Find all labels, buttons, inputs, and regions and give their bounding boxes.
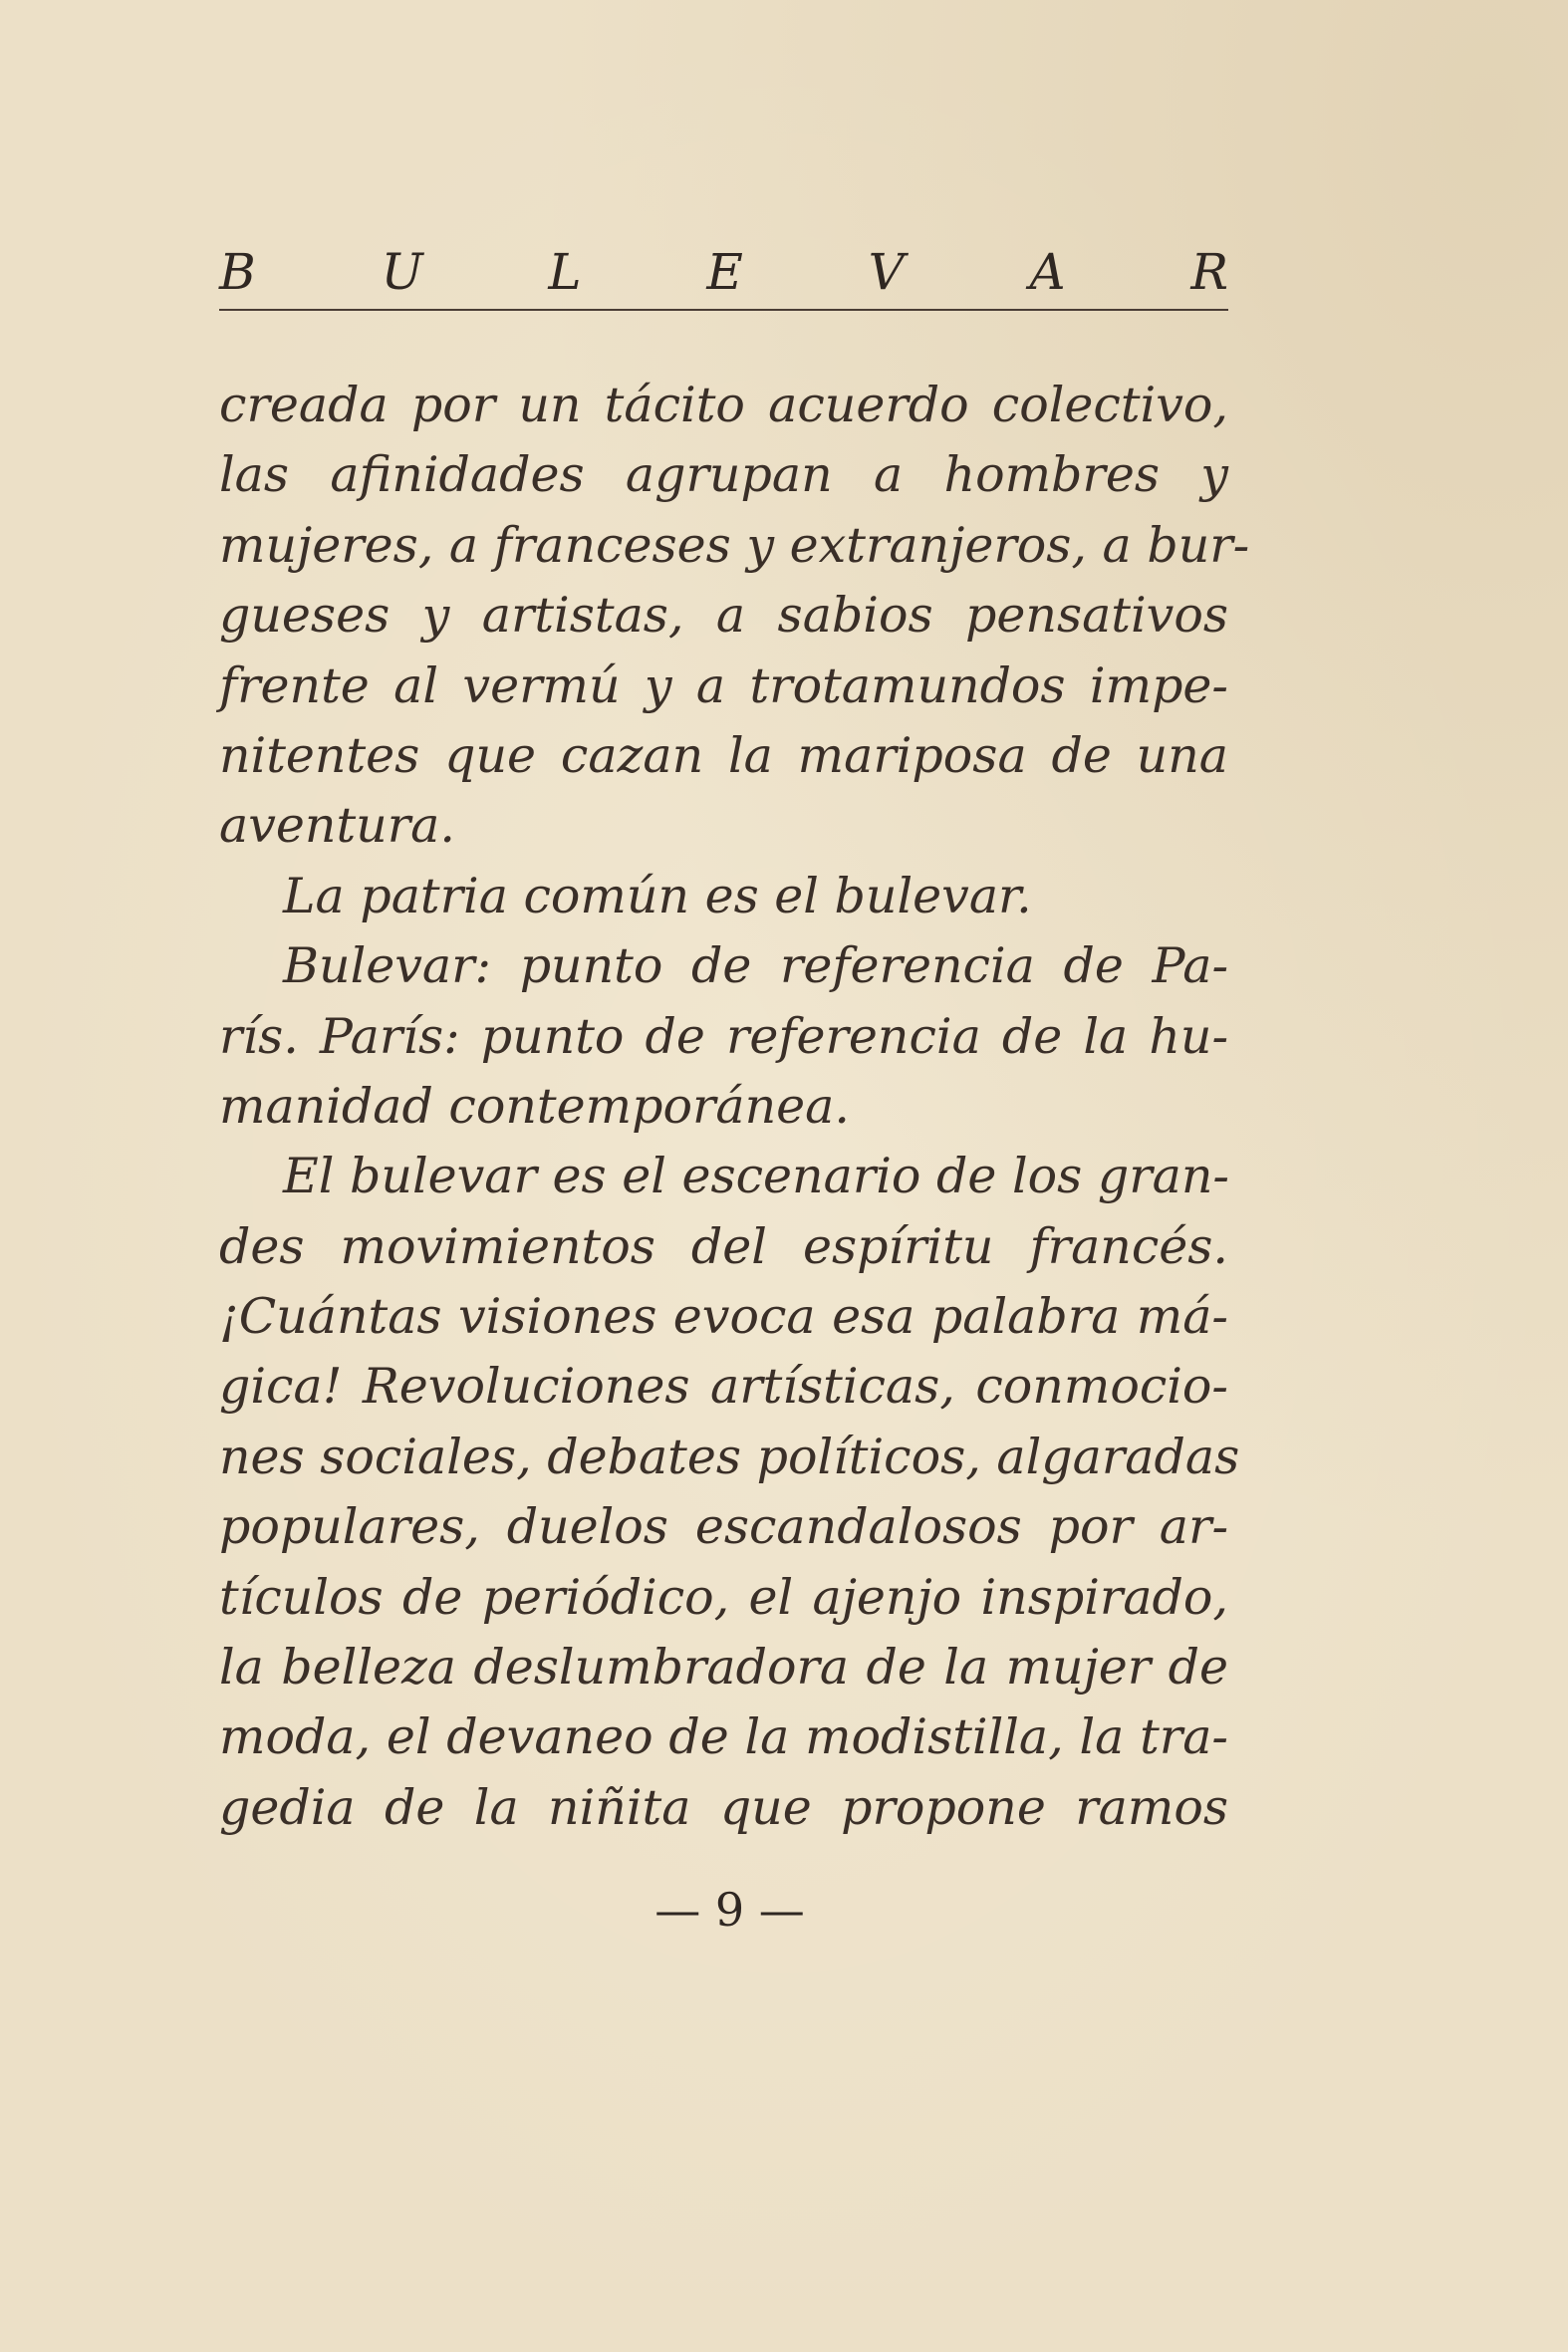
text-line: la belleza deslumbradora de la mujer de: [219, 1639, 1228, 1697]
running-head-letter: V: [868, 243, 905, 301]
text-line: El bulevar es el escenario de los gran-: [283, 1148, 1229, 1205]
text-line: las afinidades agrupan a hombres y: [219, 446, 1228, 504]
text-line: gueses y artistas, a sabios pensativos: [219, 587, 1228, 645]
text-line: gedia de la niñita que propone ramos: [219, 1778, 1228, 1836]
text-line: nes sociales, debates políticos, algaradas: [219, 1428, 1240, 1485]
text-line: La patria común es el bulevar.: [283, 867, 1032, 924]
text-line: Bulevar: punto de referencia de Pa-: [283, 937, 1228, 995]
text-line: ¡Cuántas visiones evoca esa palabra má-: [219, 1288, 1228, 1346]
running-head: [219, 242, 1228, 302]
text-line: manidad contemporánea.: [219, 1077, 850, 1135]
text-line: aventura.: [219, 797, 455, 855]
running-head-letter: U: [381, 243, 423, 301]
running-head-letter: A: [1029, 243, 1066, 301]
text-line: mujeres, a franceses y extranjeros, a bur-: [219, 516, 1250, 574]
text-line: gica! Revoluciones artísticas, conmocio-: [219, 1358, 1228, 1416]
text-line: rís. París: punto de referencia de la hu-: [219, 1007, 1228, 1065]
header-rule: [219, 309, 1228, 311]
body-text: [219, 371, 1250, 1843]
page-number: — 9 —: [654, 1883, 805, 1937]
running-head-letter: R: [1190, 243, 1228, 301]
text-line: frente al vermú y a trotamundos impe-: [219, 656, 1228, 714]
text-line: populares, duelos escandalosos por ar-: [219, 1498, 1228, 1556]
text-line: des movimientos del espíritu francés.: [219, 1217, 1228, 1275]
text-line: moda, el devaneo de la modistilla, la tra-: [219, 1708, 1228, 1766]
text-line: creada por un tácito acuerdo colectivo,: [219, 377, 1228, 433]
running-head-letter: L: [548, 243, 582, 301]
running-head-letter: E: [706, 243, 743, 301]
running-head-letter: B: [219, 243, 256, 301]
text-line: tículos de periódico, el ajenjo inspirado,: [219, 1568, 1228, 1626]
text-line: nitentes que cazan la mariposa de una: [219, 726, 1228, 784]
